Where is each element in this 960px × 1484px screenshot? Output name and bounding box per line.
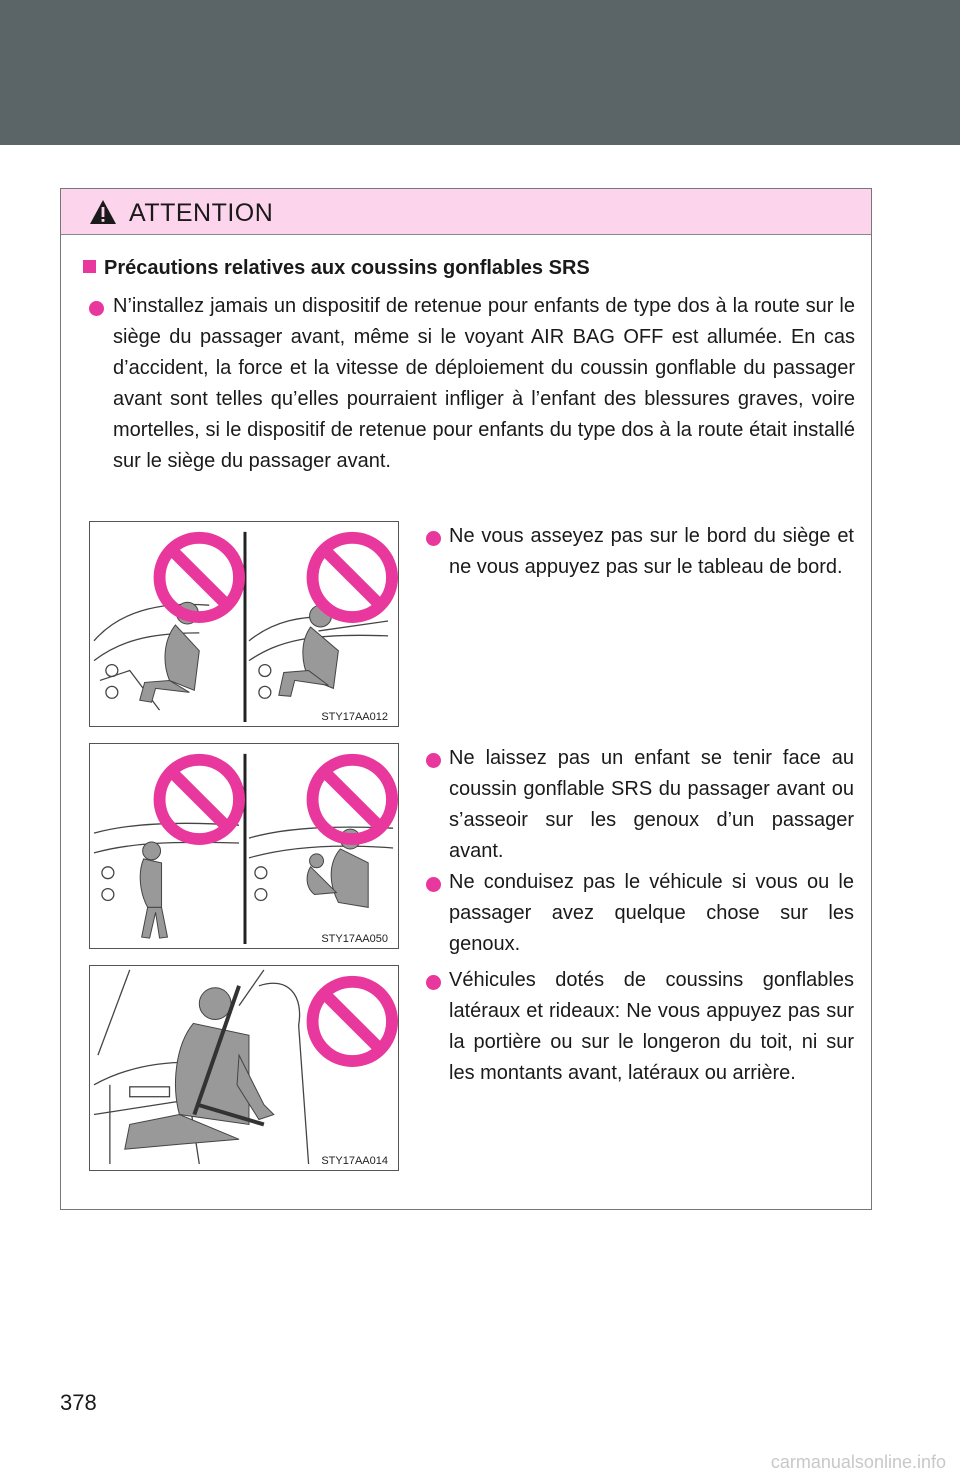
section-title: [83, 257, 590, 280]
bullet-dot-icon: [89, 301, 104, 316]
watermark: carmanualsonline.info: [770, 1452, 946, 1472]
attention-box: [60, 188, 872, 1210]
figure-2-illustration: [90, 744, 398, 948]
page-number: 378: [60, 1390, 97, 1415]
bullet-dot-icon: [426, 531, 441, 546]
bullet-text-child-facing-airbag: Ne laissez pas un enfant se tenir face au coussin gonflable SRS du passager avant ou s’asseoir sur les genoux d’un passager avant.: [449, 747, 854, 862]
figure-child-facing-airbag: [89, 743, 399, 949]
bullet-dot-icon: [426, 877, 441, 892]
figure-code: STY17AA050: [321, 933, 388, 945]
figure-3-illustration: [90, 966, 398, 1170]
warning-triangle-icon: [89, 199, 117, 225]
figure-sitting-on-edge: [89, 521, 399, 727]
square-bullet-icon: [83, 260, 96, 273]
bullet-text-side-airbags: Véhicules dotés de coussins gonflables latéraux et rideaux: Ne vous appuyez pas sur la portière ou sur le longeron du toit, ni sur les montants avant, latéraux ou arrière.: [449, 969, 854, 1084]
figure-code: STY17AA012: [321, 711, 388, 723]
attention-title: ATTENTION: [129, 199, 274, 227]
attention-header: [61, 189, 871, 235]
intro-bullet-text: N’installez jamais un dispositif de retenue pour enfants de type dos à la route sur le siège du passager avant, même si le voyant AIR BAG OFF est allumée. En cas d’accident, la force et la vitesse de déploiement du coussin gonflable du passager avant sont telles qu’elles pourraient infliger à l’enfant des blessures graves, voire mortelles, si le dispositif de retenue pour enfants du type dos à la route était installé sur le siège du passager avant.: [113, 295, 855, 472]
figure-1-illustration: [90, 522, 398, 726]
bullet-text-edge-of-seat: Ne vous asseyez pas sur le bord du siège et ne vous appuyez pas sur le tableau de bord.: [449, 525, 854, 578]
page-header-band: [0, 0, 960, 145]
bullet-dot-icon: [426, 975, 441, 990]
bullet-dot-icon: [426, 753, 441, 768]
figure-code: STY17AA014: [321, 1155, 388, 1167]
figure-leaning-on-door: [89, 965, 399, 1171]
section-title-text: Précautions relatives aux coussins gonflables SRS: [104, 257, 590, 279]
bullet-text-object-on-lap: Ne conduisez pas le véhicule si vous ou le passager avez quelque chose sur les genoux.: [449, 871, 854, 955]
